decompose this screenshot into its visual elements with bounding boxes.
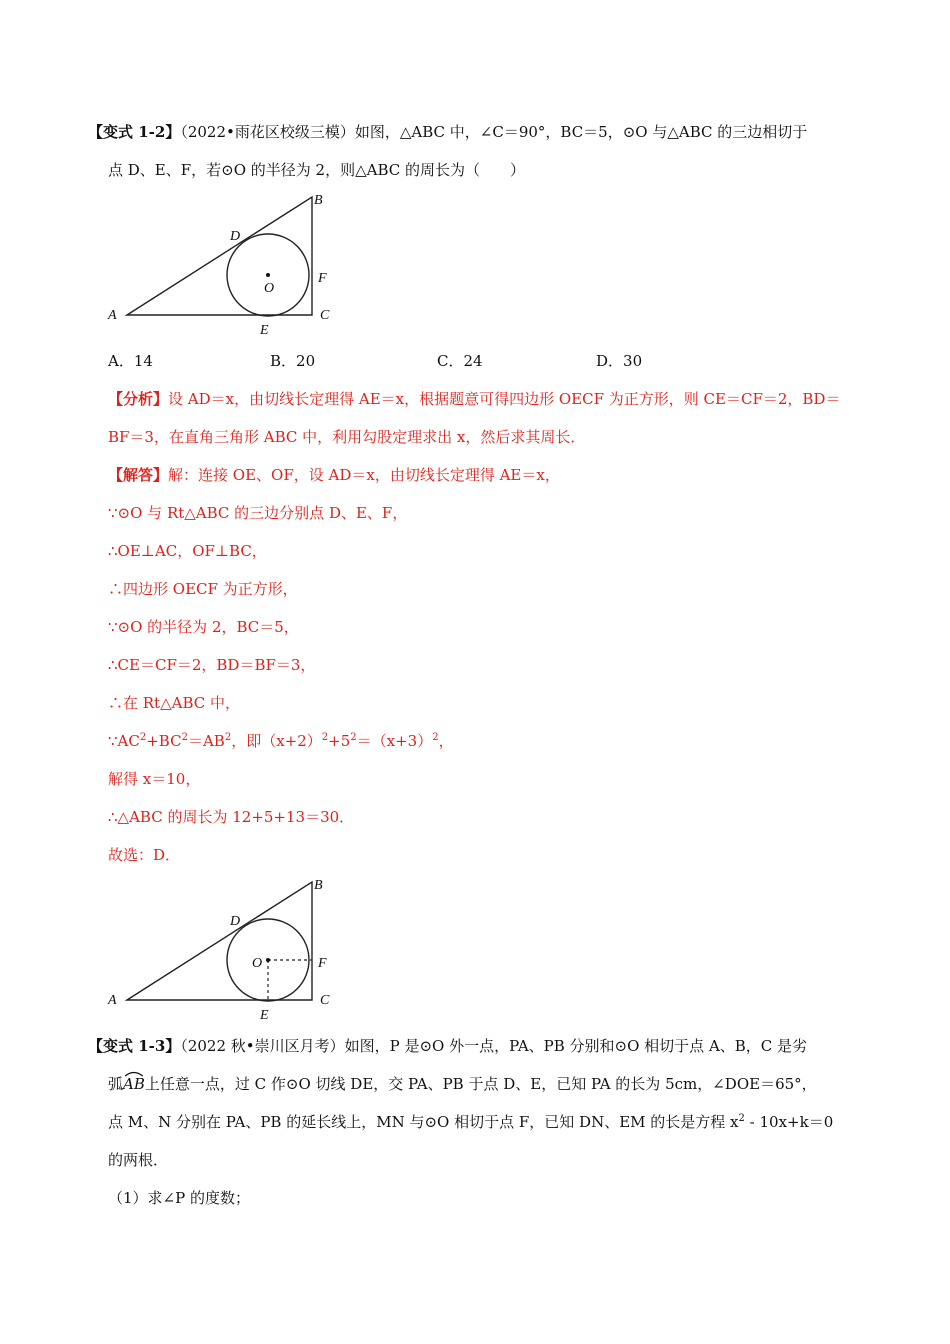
q13-stem-line2: 弧 AB上任意一点，过 C 作⊙O 切线 DE，交 PA、PB 于点 D、E，已知 PA 的长为 5cm，∠DOE＝65°， [108,1073,817,1095]
center-o-2 [266,958,270,962]
label-c: C [320,308,330,323]
label-c-2: C [320,993,330,1008]
label-a: A [108,308,117,323]
step-pythagoras: $\because AC^2+BC^2=AB^2$，即$(x+2)^2+5^2=(x+3)^2$， [108,732,454,750]
label-d-2: D [230,914,241,929]
analysis-line2: BF＝3，在直角三角形 ABC 中，利用勾股定理求出 x，然后求其周长． [108,428,586,446]
q13-subquestion-1: （1）求∠P 的度数； [108,1189,250,1207]
step-perimeter: ∴△ABC 的周长为 12+5+13＝30． [108,808,355,826]
q13-tag: 【变式 1-3】 [88,1037,181,1055]
label-f-2: F [318,956,327,971]
q12-figure [100,188,345,338]
label-b-2: B [314,878,323,893]
label-e: E [260,323,269,338]
label-o: O [264,281,275,296]
option-c[interactable]: C．24 [437,352,483,370]
option-a[interactable]: A．14 [108,352,153,370]
step-6: ∴在 Rt△ABC 中， [108,694,241,712]
triangle-abc-2 [127,882,312,1000]
step-solve: 解得 x＝10， [108,770,201,788]
q12-tag: 【变式 1-2】 [88,123,181,141]
triangle-abc [127,197,312,315]
q12-source: （2022•雨花区校级三模） [180,123,355,141]
arc-ab: AB [123,1073,145,1095]
step-2: ∴OE⊥AC，OF⊥BC， [108,542,267,560]
arc-mark-icon [123,1069,145,1077]
label-b: B [314,193,323,208]
option-b[interactable]: B．20 [270,352,316,370]
q12-solution-figure [100,873,345,1023]
step-3: ∴四边形 OECF 为正方形， [108,580,298,598]
center-o [266,273,270,277]
q12-stem-line1 [88,121,807,143]
step-4: ∵⊙O 的半径为 2，BC＝5， [108,618,299,636]
option-d[interactable]: D．30 [596,352,643,370]
q13-source: （2022 秋•崇川区月考） [180,1037,345,1055]
q13-stem-line1: 【变式 1-3】（2022 秋•崇川区月考）如图，P 是⊙O 外一点，PA、PB 分别和⊙O 相切于点 A、B，C 是劣 [88,1037,808,1055]
step-5: ∴CE＝CF＝2，BD＝BF＝3， [108,656,316,674]
answer-line1: 【解答】解：连接 OE、OF，设 AD＝x，由切线长定理得 AE＝x， [108,466,560,484]
answer-tag: 【解答】 [108,466,169,484]
step-choice: 故选：D． [108,846,181,864]
label-a-2: A [108,993,117,1008]
label-o-2: O [252,956,263,971]
label-f: F [318,271,327,286]
q13-stem-line3: 点 M、N 分别在 PA、PB 的延长线上，MN 与⊙O 相切于点 F，已知 DN、EM 的长是方程 $x^2 - 10x+k=0$ [108,1113,834,1131]
step-1: ∵⊙O 与 Rt△ABC 的三边分别点 D、E、F， [108,504,408,522]
q12-stem-line2: 点 D、E、F，若⊙O 的半径为 2，则△ABC 的周长为（ ） [108,161,526,179]
q12-stem-text1: 如图，△ABC 中，∠C＝90°，BC＝5，⊙O 与△ABC 的三边相切于 [354,123,808,141]
analysis-tag: 【分析】 [108,390,169,408]
label-e-2: E [260,1008,269,1023]
q13-stem-line4: 的两根． [108,1151,169,1169]
analysis-line1: 【分析】设 AD＝x，由切线长定理得 AE＝x，根据题意可得四边形 OECF 为正方形，则 CE＝CF＝2，BD＝ [108,390,841,408]
label-d: D [230,229,241,244]
